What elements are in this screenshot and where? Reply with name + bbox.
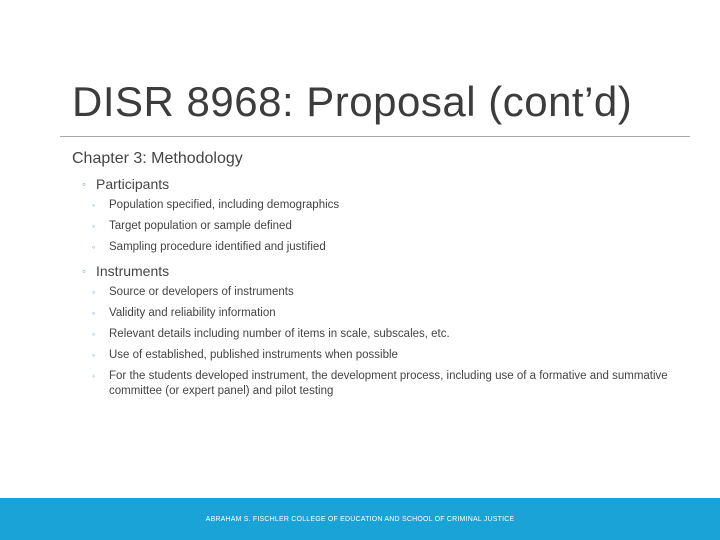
list-item-text: Target population or sample defined — [109, 220, 292, 232]
footer-bar — [0, 498, 720, 540]
bullet-icon: ◦ — [92, 200, 96, 210]
list-item — [72, 240, 672, 255]
footer-text: ABRAHAM S. FISCHLER COLLEGE OF EDUCATION AND SCHOOL OF CRIMINAL JUSTICE — [205, 515, 515, 523]
list-item — [72, 285, 672, 300]
list-item — [72, 219, 672, 234]
list-item-text: Relevant details including number of items in scale, subscales, etc. — [109, 328, 450, 340]
title-divider — [60, 136, 690, 137]
list-item — [72, 306, 672, 321]
bullet-icon: ◦ — [92, 287, 96, 297]
list-item-text: Source or developers of instruments — [109, 286, 294, 298]
list-item-text: Sampling procedure identified and justified — [109, 241, 326, 253]
section-label: Instruments — [96, 263, 170, 279]
list-item — [72, 348, 672, 363]
bullet-icon: ◦ — [82, 179, 86, 191]
slide-title: DISR 8968: Proposal (cont’d) — [72, 78, 633, 125]
list-item-text: Validity and reliability information — [109, 307, 276, 319]
list-item — [72, 369, 672, 399]
list-item — [72, 198, 672, 213]
section-participants — [72, 176, 672, 192]
bullet-icon: ◦ — [92, 308, 96, 318]
list-item-text: Use of established, published instruments when possible — [109, 349, 398, 361]
bullet-icon: ◦ — [92, 221, 96, 231]
chapter-heading: Chapter 3: Methodology — [72, 150, 243, 167]
section-instruments — [72, 263, 672, 279]
bullet-icon: ◦ — [92, 329, 96, 339]
section-label: Participants — [96, 176, 170, 192]
bullet-icon: ◦ — [92, 350, 96, 360]
list-item-text: For the students developed instrument, the development process, including use of a formative and summative committee (or expert panel) and pilot testing — [109, 370, 668, 397]
bullet-icon: ◦ — [92, 371, 96, 381]
bullet-icon: ◦ — [92, 242, 96, 252]
bullet-icon: ◦ — [82, 266, 86, 278]
list-item-text: Population specified, including demographics — [109, 199, 340, 211]
list-item — [72, 327, 672, 342]
slide-body — [72, 148, 672, 399]
